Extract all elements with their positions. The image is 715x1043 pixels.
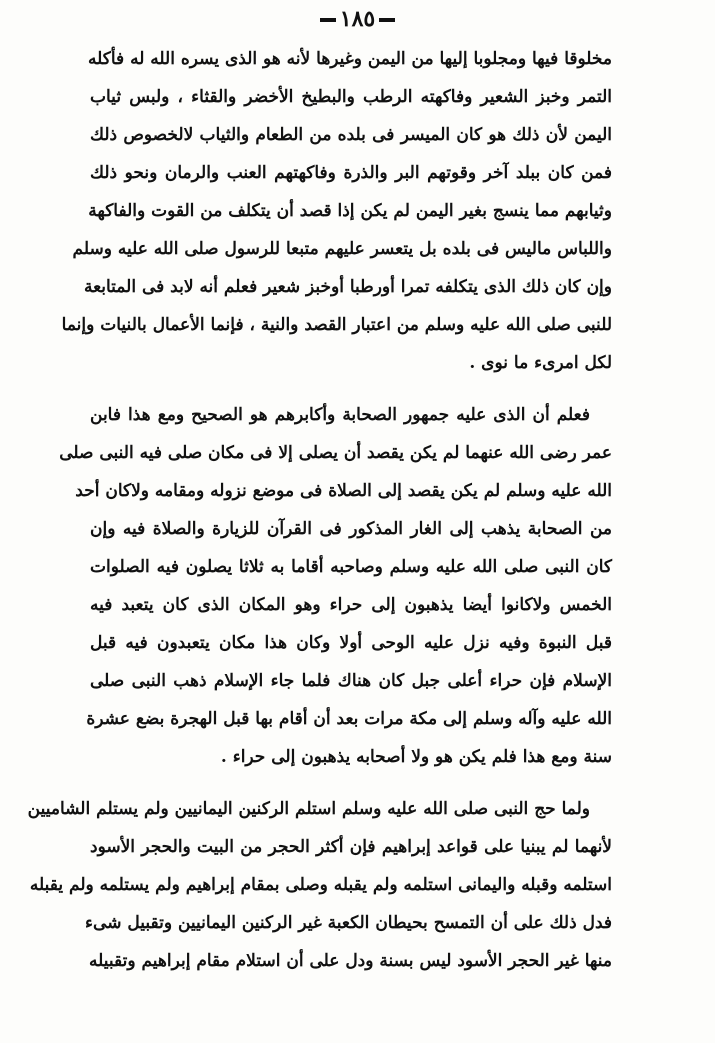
- text-line: منها غير الحجر الأسود ليس بسنة ودل على أن استلام مقام إبراهيم وتقبيله: [88, 951, 612, 971]
- page-body: [27, 40, 612, 980]
- text-line: قبل النبوة وفيه نزل عليه الوحى أولا وكان هذا مكان يتعبدون فيه قبل: [90, 633, 612, 653]
- text-line: الله عليه وآله وسلم إلى مكة مرات بعد أن أقام بها قبل الهجرة بضع عشرة: [86, 709, 612, 729]
- text-line: لأنهما لم يبنيا على قواعد إبراهيم فإن أكثر الحجر من البيت والحجر الأسود: [90, 837, 612, 857]
- text-line: ولما حج النبى صلى الله عليه وسلم استلم الركنين اليمانيين ولم يستلم الشاميين: [27, 799, 590, 819]
- text-line: للنبى صلى الله عليه وسلم من اعتبار القصد والنية ، فإنما الأعمال بالنيات وإنما: [61, 315, 612, 335]
- paragraph-1: [61, 40, 612, 382]
- text-line: عمر رضى الله عنهما لم يكن يقصد أن يصلى إلا فى مكان صلى فيه النبى صلى: [59, 443, 612, 463]
- text-line: مخلوقا فيها ومجلوبا إليها من اليمن وغيرها لأنه هو الذى يسره الله له فأكله: [88, 49, 612, 69]
- paragraph-2: [59, 396, 612, 776]
- text-line: من الصحابة يذهب إلى الغار المذكور فى القرآن للزيارة والصلاة فيه وإن: [90, 519, 612, 539]
- text-line: كان النبى صلى الله عليه وسلم وصاحبه أقاما به ثلاثا يصلون فيه الصلوات: [90, 557, 612, 577]
- text-line: الله عليه وسلم لم يكن يقصد إلى الصلاة فى موضع نزوله ومقامه ولاكان أحد: [75, 481, 612, 501]
- text-line: فمن كان ببلد آخر وقوتهم البر والذرة وفاكهتهم العنب والرمان ونحو ذلك: [90, 163, 612, 183]
- page-number-dash-left: [320, 18, 336, 22]
- page-number-dash-right: [379, 18, 395, 22]
- text-line: الخمس ولاكانوا أيضا يذهبون إلى حراء وهو المكان الذى كان يتعبد فيه: [90, 595, 612, 615]
- text-line: لكل امرىء ما نوى .: [469, 353, 612, 373]
- text-line: اليمن لأن ذلك هو كان الميسر فى بلده من الطعام والثياب لالخصوص ذلك: [90, 125, 612, 145]
- page-number: [0, 6, 715, 32]
- text-line: فعلم أن الذى عليه جمهور الصحابة وأكابرهم هو الصحيح ومع هذا فابن: [90, 405, 590, 425]
- text-line: واللباس ماليس فى بلده بل يتعسر عليهم متبعا للرسول صلى الله عليه وسلم: [72, 239, 612, 259]
- text-line: فدل ذلك على أن التمسح بحيطان الكعبة غير الركنين اليمانيين وتقبيل شىء: [85, 913, 612, 933]
- text-line: استلمه وقبله واليمانى استلمه ولم يقبله وصلى بمقام إبراهيم ولم يستلمه ولم يقبله: [29, 875, 612, 895]
- text-line: سنة ومع هذا فلم يكن هو ولا أصحابه يذهبون إلى حراء .: [220, 747, 612, 767]
- paragraph-spacer: [90, 776, 612, 790]
- paragraph-3: [27, 790, 612, 980]
- paragraph-spacer: [90, 382, 612, 396]
- text-line: التمر وخبز الشعير وفاكهته الرطب والبطيخ الأخضر والقثاء ، ولبس ثياب: [90, 87, 612, 107]
- text-line: وثيابهم مما ينسج بغير اليمن لم يكن إذا قصد أن يتكلف من القوت والفاكهة: [88, 201, 612, 221]
- text-line: وإن كان ذلك الذى يتكلفه تمرا أورطبا أوخبز شعير فعلم أنه لابد فى المتابعة: [83, 277, 612, 297]
- page-number-text: ١٨٥: [339, 6, 376, 32]
- text-line: الإسلام فإن حراء أعلى جبل كان هناك فلما جاء الإسلام ذهب النبى صلى: [90, 671, 612, 691]
